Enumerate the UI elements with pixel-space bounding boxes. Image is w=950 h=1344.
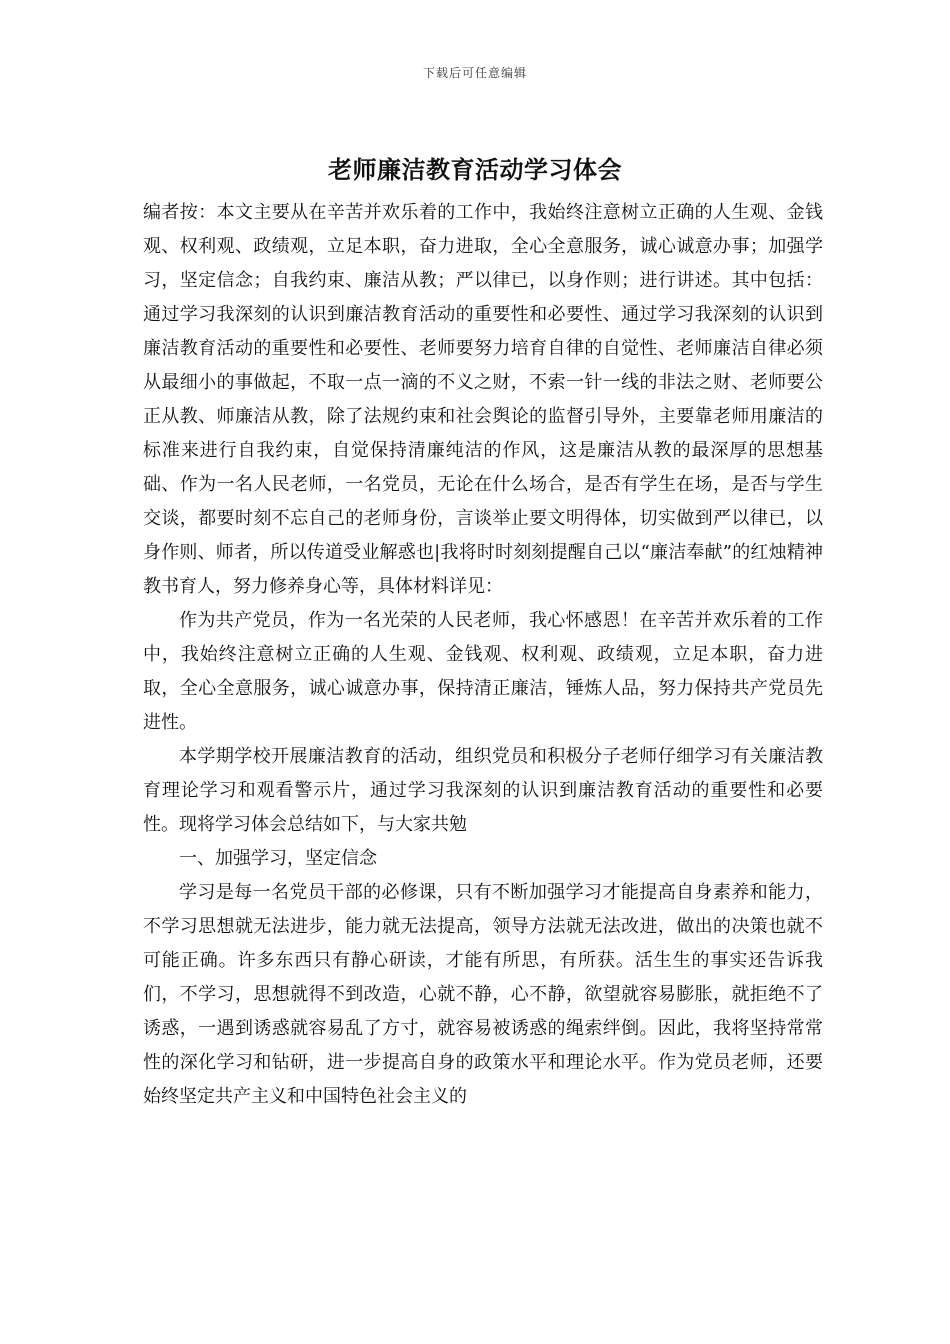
body-paragraph: 作为共产党员，作为一名光荣的人民老师，我心怀感恩！在辛苦并欢乐着的工作中，我始终注意树立正确的人生观、金钱观、权利观、政绩观，立足本职，奋力进取，全心全意服务，诚心诚意办事，保持清正廉洁，锤炼人品，努力保持共产党员先进性。 — [143, 610, 823, 733]
header-note: 下载后可任意编辑 — [422, 66, 527, 80]
document-body — [143, 196, 823, 1114]
section-heading: 一、加强学习，坚定信念 — [179, 848, 377, 869]
body-paragraph: 本学期学校开展廉洁教育的活动，组织党员和积极分子老师仔细学习有关廉洁教育理论学习和观看警示片，通过学习我深刻的认识到廉洁教育活动的重要性和必要性。现将学习体会总结如下，与大家共勉 — [143, 746, 823, 835]
editor-note-paragraph: 编者按：本文主要从在辛苦并欢乐着的工作中，我始终注意树立正确的人生观、金钱观、权利观、政绩观，立足本职，奋力进取，全心全意服务，诚心诚意办事；加强学习，坚定信念；自我约束、廉洁从教；严以律已，以身作则；进行讲述。其中包括：通过学习我深刻的认识到廉洁教育活动的重要性和必要性、通过学习我深刻的认识到廉洁教育活动的重要性和必要性、老师要努力培育自律的自觉性、老师廉洁自律必须从最细小的事做起，不取一点一滴的不义之财，不索一针一线的非法之财、老师要公正从教、师廉洁从教，除了法规约束和社会舆论的监督引导外，主要靠老师用廉洁的标准来进行自我约束，自觉保持清廉纯洁的作风，这是廉洁从教的最深厚的思想基础、作为一名人民老师，一名党员，无论在什么场合，是否有学生在场，是否与学生交谈，都要时刻不忘自己的老师身份，言谈举止要文明得体，切实做到严以律已，以身作则、师者，所以传道受业解惑也|我将时时刻刻提醒自己以“廉洁奉献”的红烛精神教书育人，努力修养身心等，具体材料详见： — [143, 202, 823, 597]
body-paragraph: 学习是每一名党员干部的必修课，只有不断加强学习才能提高自身素养和能力，不学习思想就无法进步，能力就无法提高，领导方法就无法改进，做出的决策也就不可能正确。许多东西只有静心研读，才能有所思，有所获。活生生的事实还告诉我们，不学习，思想就得不到改造，心就不静，心不静，欲望就容易膨胀，就拒绝不了诱惑，一遇到诱惑就容易乱了方寸，就容易被诱惑的绳索绊倒。因此，我将坚持常常性的深化学习和钻研，进一步提高自身的政策水平和理论水平。作为党员老师，还要始终坚定共产主义和中国特色社会主义的 — [143, 882, 823, 1107]
document-title: 老师廉洁教育活动学习体会 — [328, 155, 622, 184]
